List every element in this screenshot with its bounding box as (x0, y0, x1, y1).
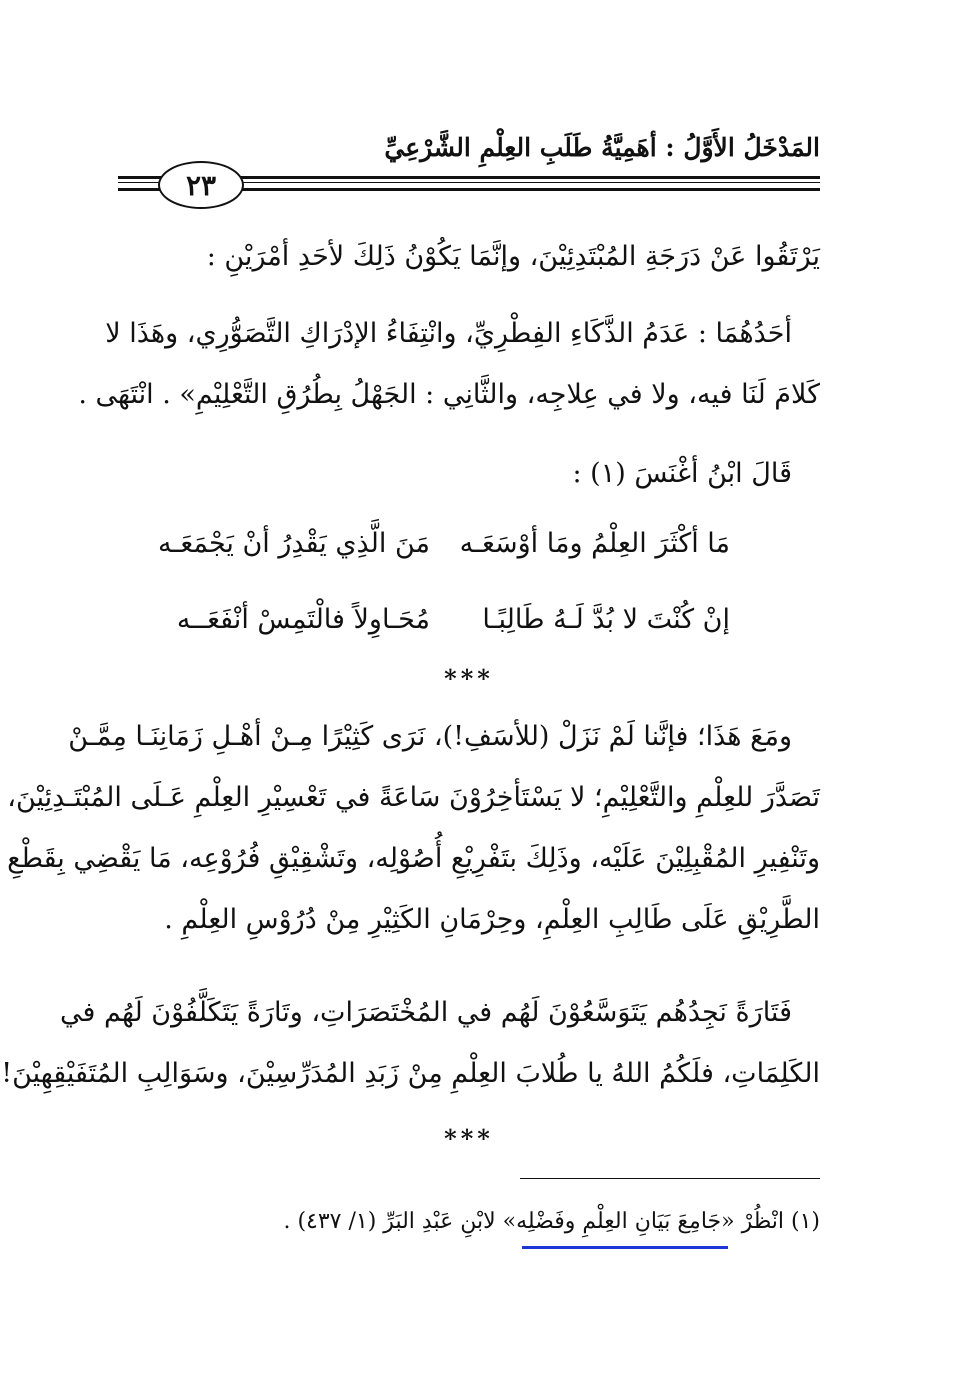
page-number-badge (158, 161, 244, 209)
text-line: الكَلِمَاتِ، فلَكُمُ اللهُ يا طُلابَ العِلْمِ مِنْ زَبَدِ المُدَرِّسِيْنَ، وسَوَالِبِ المُتَفَيْقِهِيْنَ! (1, 1058, 820, 1089)
quote-intro (118, 443, 820, 504)
section-separator: *** (444, 1124, 494, 1153)
text-line: كَلامَ لَنَا فيه، ولا في عِلاجِه، والثَّانِي : الجَهْلُ بِطُرُقِ التَّعْلِيْمِ» . انْتَهَى . (78, 379, 820, 410)
text-line: ومَعَ هَذَا؛ فإنَّنا لَمْ نَزَلْ (للأسَفِ!)، نَرَى كَثِيْرًا مِـنْ أهْـلِ زَمَانِنَـا مِمَّـنْ (68, 721, 792, 752)
text-line: تَصَدَّرَ للعِلْمِ والتَّعْلِيْمِ؛ لا يَسْتَأخِرُوْنَ سَاعَةً في تَعْسِيْرِ العِلْمِ عَـلَى المُبْتَـدِئِيْنَ، (7, 782, 820, 813)
paragraph-4 (1, 982, 820, 1104)
text-line: الطَّرِيْقِ عَلَى طَالِبِ العِلْمِ، وحِرْمَانِ الكَثِيْرِ مِنْ دُرُوْسِ العِلْمِ . (164, 904, 820, 935)
text-line: فَتَارَةً نَجِدُهُم يَتَوَسَّعُوْنَ لَهُم في المُخْتَصَرَاتِ، وتَارَةً يَتَكَلَّفُوْنَ لَهُم في (60, 997, 792, 1028)
verse-1-second-hemistich: مَنَ الَّذِي يَقْدِرُ أنْ يَجْمَعَـه (157, 528, 430, 559)
page-number: ٢٣ (185, 168, 217, 202)
running-title: المَدْخَلُ الأَوَّلُ : أهَمِيَّةُ طَلَبِ العِلْمِ الشَّرْعِيِّ (384, 133, 820, 162)
verse-2-second-hemistich: مُحَـاوِلاً فالْتَمِسْ أنْفَعَــه (176, 604, 430, 635)
paragraph-2 (78, 303, 820, 425)
text-line: أحَدُهُمَا : عَدَمُ الذَّكَاءِ الفِطْرِيِّ، وانْتِفَاءُ الإدْرَاكِ التَّصَوُّرِي، وهَذَا لا (105, 318, 792, 349)
footnote-rule (520, 1178, 820, 1179)
paragraph-3 (7, 706, 820, 950)
verse-2-first-hemistich: إنْ كُنْتَ لا بُدَّ لَـهُ طَالِبًـا (482, 604, 730, 635)
footnote-link-underline (522, 1246, 728, 1249)
text-line: يَرْتَقُوا عَنْ دَرَجَةِ المُبْتَدِئِيْنَ، وإنَّمَا يَكُوْنُ ذَلِكَ لأحَدِ أمْرَيْنِ : (206, 241, 820, 272)
paragraph-1 (118, 226, 820, 287)
text-line: قَالَ ابْنُ أغْنَسَ (١) : (572, 458, 792, 489)
footnote: (١) انْظُرْ «جَامِعَ بَيَانِ العِلْمِ وفَضْلِه» لابْنِ عَبْدِ البَرِّ (١/ ٤٣٧) . (283, 1209, 820, 1234)
text-line: وتَنْفِيرِ المُقْبِلِيْنَ عَلَيْه، وذَلِكَ بتَفْرِيْعِ أُصُوْلِه، وتَشْقِيْقِ فُرُوْعِه، مَا يَقْضِي بِقَطْعِ (7, 843, 820, 874)
verse-1-first-hemistich: مَا أكْثَرَ العِلْمُ ومَا أوْسَعَـه (459, 528, 730, 559)
section-separator: *** (444, 664, 494, 693)
